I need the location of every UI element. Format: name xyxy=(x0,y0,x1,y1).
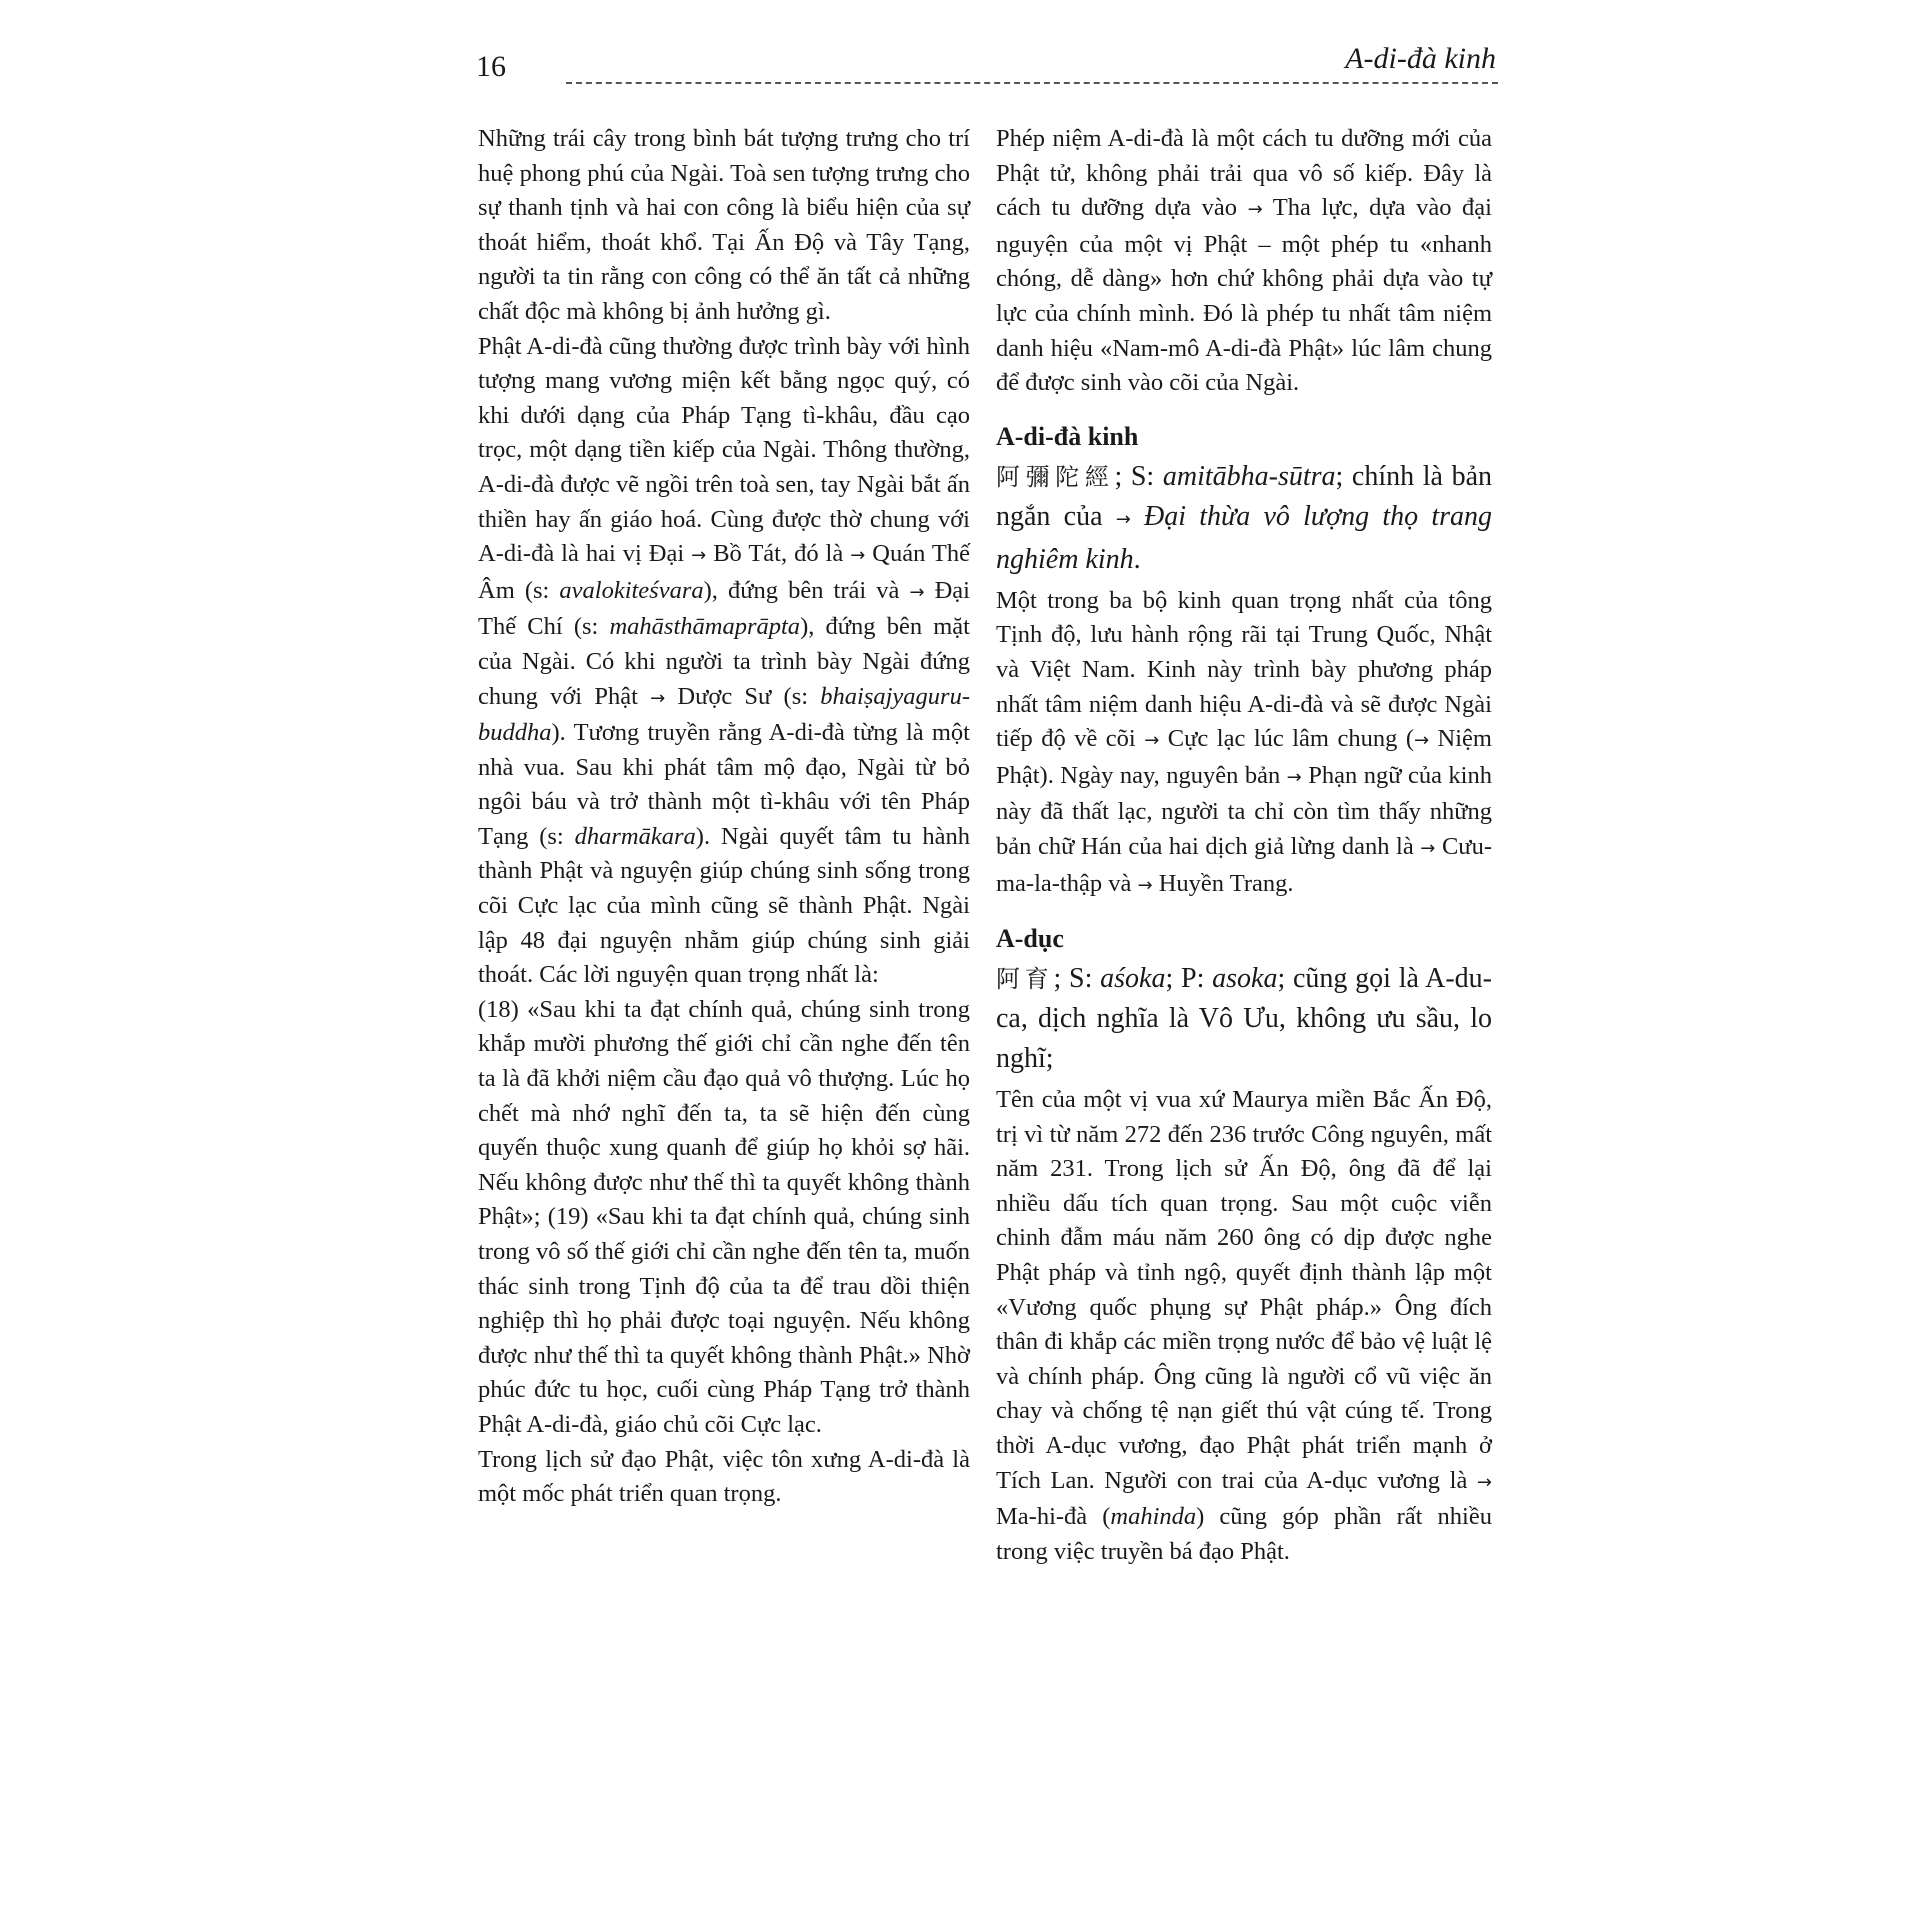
text-run: Ma-hi-đà ( xyxy=(996,1503,1111,1531)
text-run: Đại Thế Chí (s: xyxy=(478,576,970,641)
cross-reference-arrow: → xyxy=(1420,837,1436,859)
cross-reference-arrow: → xyxy=(1137,874,1153,896)
entry-title-a-di-da-kinh: A-di-đà kinh xyxy=(996,421,1139,451)
paragraph-vows: (18) «Sau khi ta đạt chính quả, chúng sinh trong khắp mười phương thế giới chỉ cần nghe đến tên ta là đã khởi niệm cầu đạo quả vô thượng. Lúc họ chết mà nhớ nghĩ đến ta, ta sẽ hiện đến cùng quyến thuộc xung quanh để giúp họ khỏi sợ hãi. Nếu không được như thế thì ta quyết không thành Phật»; (19) «Sau khi ta đạt chính quả, chúng sinh trong vô số thế giới chỉ cần nghe đến tên ta, muốn thác sinh trong Tịnh độ của ta để trau dồi thiện nghiệp thì họ phải được toại nguyện. Nếu không được như thế thì ta quyết không thành Phật.» Nhờ phúc đức tu học, cuối cùng Pháp Tạng trở thành Phật A-di-đà, giáo chủ cõi Cực lạc. xyxy=(478,995,970,1438)
sanskrit-term: aśoka xyxy=(1100,963,1166,995)
text-run: Quán Thế Âm (s: xyxy=(478,540,970,604)
cross-reference-arrow: → xyxy=(850,545,866,567)
text-run: Huyền Trang. xyxy=(1152,869,1294,897)
sanskrit-term: avalokiteśvara xyxy=(559,576,704,604)
text-run: ) cũng góp phần rất nhiều trong việc truyền bá đạo Phật. xyxy=(996,1503,1492,1565)
text-run: ), đứng bên trái và xyxy=(703,576,910,604)
sanskrit-term: mahāsthāmaprāpta xyxy=(609,613,801,641)
text-run: ; S: xyxy=(1053,963,1101,995)
cross-reference-arrow: → xyxy=(1476,1471,1492,1493)
text-run: Cực lạc lúc lâm chung ( xyxy=(1159,725,1414,753)
sanskrit-term: bhaiṣajyaguru-buddha xyxy=(478,682,970,747)
cross-reference-arrow: → xyxy=(1144,730,1160,752)
cross-reference-arrow: → xyxy=(1286,766,1302,788)
text-run: Cưu-ma-la-thập và xyxy=(996,832,1492,897)
entry-headline xyxy=(996,959,1492,1079)
sanskrit-term: amitābha-sūtra xyxy=(1162,460,1336,492)
left-column xyxy=(478,122,970,1512)
text-run: . xyxy=(1133,543,1141,575)
cross-reference-arrow: → xyxy=(909,581,925,603)
text-run: Phật A-di-đà cũng thường được trình bày với hình tượng mang vương miện kết bằng ngọc quý, có khi dưới dạng của Pháp Tạng tì-khâu, đầu cạo trọc, một dạng tiền kiếp của Ngài. Thông thường, A-di-đà được vẽ ngồi trên toà sen, tay Ngài bắt ấn thiền hay ấn giáo hoá. Cùng được thờ chung với A-di-đà là hai vị Đại xyxy=(478,332,970,568)
text-run: Một trong ba bộ kinh quan trọng nhất của tông Tịnh độ, lưu hành rộng rãi tại Trung Quốc, Nhật và Việt Nam. Kinh này trình bày phương pháp nhất tâm niệm danh hiệu A-di-đà và sẽ được Ngài tiếp độ về cõi xyxy=(996,586,1492,753)
cross-reference-arrow: → xyxy=(650,687,666,709)
text-run: ; P: xyxy=(1165,963,1213,995)
text-run: Phạn ngữ của kinh này đã thất lạc, người ta chỉ còn tìm thấy những bản chữ Hán của hai dịch giả lừng danh là xyxy=(996,761,1492,860)
text-run: ). Tương truyền rằng A-di-đà từng là một nhà vua. Sau khi phát tâm mộ đạo, Ngài từ bỏ ngôi báu và trở thành một tì-khâu với tên Pháp Tạng (s: xyxy=(478,719,970,850)
header-rule xyxy=(566,82,1498,84)
text-run: Bồ Tát, đó là xyxy=(706,540,851,568)
text-run: ; chính là bản ngắn của xyxy=(996,460,1493,532)
cross-reference-term: Đại thừa vô lượng thọ trang nghiêm kinh xyxy=(996,500,1492,575)
pali-term: mahinda xyxy=(1110,1503,1197,1531)
text-run: Tên của một vị vua xứ Maurya miền Bắc Ấn Độ, trị vì từ năm 272 đến 236 trước Công nguyên, mất năm 231. Trong lịch sử Ấn Độ, ông đã để lại nhiều dấu tích quan trọng. Sau một cuộc viễn chinh đẫm máu năm 260 ông có dịp được nghe Phật pháp và tỉnh ngộ, quyết định thành lập một «Vương quốc phụng sự Phật pháp.» Ông đích thân đi khắp các miền trọng nước để bảo vệ luật lệ và chính pháp. Ông cũng là người cổ vũ việc ăn chay và chống tệ nạn giết thú vật cúng tế. Trong thời A-dục vương, đạo Phật phát triển mạnh ở Tích Lan. Người con trai của A-dục vương là xyxy=(996,1086,1492,1494)
text-run: ), đứng bên mặt của Ngài. Có khi người ta trình bày Ngài đứng chung với Phật xyxy=(478,613,970,710)
running-head: A-di-đà kinh xyxy=(1345,42,1496,75)
entry-body xyxy=(996,1083,1492,1569)
paragraph-symbolism: Những trái cây trong bình bát tượng trưng cho trí huệ phong phú của Ngài. Toà sen tượng trưng cho sự thanh tịnh và hai con công là biểu hiện của sự thoát hiểm, thoát khổ. Tại Ấn Độ và Tây Tạng, người ta tin rằng con công có thể ăn tất cả những chất độc mà không bị ảnh hưởng gì. xyxy=(478,125,970,325)
sanskrit-term: dharmākara xyxy=(574,822,696,850)
text-run: ; S: xyxy=(1114,460,1163,492)
paragraph-history: Trong lịch sử đạo Phật, việc tôn xưng A-di-đà là một mốc phát triển quan trọng. xyxy=(478,1445,970,1508)
cross-reference-arrow: → xyxy=(1115,508,1131,530)
chinese-characters: 阿育 xyxy=(996,965,1054,994)
text-run: Dược Sư (s: xyxy=(665,682,821,710)
chinese-characters: 阿彌陀經 xyxy=(996,462,1115,491)
text-run: ; cũng gọi là A-du-ca, dịch nghĩa là Vô Ưu, không ưu sầu, lo nghĩ; xyxy=(996,963,1492,1075)
pali-term: asoka xyxy=(1212,963,1278,995)
text-run: Tha lực, dựa vào đại nguyện của một vị Phật – một phép tu «nhanh chóng, dễ dàng» hơn chứ không phải dựa vào tự lực của chính mình. Đó là phép tu nhất tâm niệm danh hiệu «Nam-mô A-di-đà Phật» lúc lâm chung để được sinh vào cõi của Ngài. xyxy=(996,194,1492,397)
text-run: Niệm Phật). Ngày nay, nguyên bản xyxy=(996,725,1492,789)
cross-reference-arrow: → xyxy=(1247,199,1263,221)
paragraph-depiction xyxy=(478,330,970,993)
entry-headline xyxy=(996,457,1492,580)
page-number: 16 xyxy=(476,50,506,83)
cross-reference-arrow: → xyxy=(691,545,707,567)
text-run: ). Ngài quyết tâm tu hành thành Phật và nguyện giúp chúng sinh sống trong cõi Cực lạc của mình cũng sẽ thành Phật. Ngài lập 48 đại nguyện nhằm giúp chúng sinh giải thoát. Các lời nguyện quan trọng nhất là: xyxy=(478,822,971,989)
entry-body xyxy=(996,584,1492,903)
entry-title-a-duc: A-dục xyxy=(996,924,1064,954)
paragraph-practice xyxy=(996,122,1492,401)
cross-reference-arrow: → xyxy=(1413,730,1430,752)
right-column xyxy=(996,122,1492,1569)
text-run: Phép niệm A-di-đà là một cách tu dưỡng mới của Phật tử, không phải trải qua vô số kiếp. Đây là cách tu dưỡng dựa vào xyxy=(996,125,1492,222)
